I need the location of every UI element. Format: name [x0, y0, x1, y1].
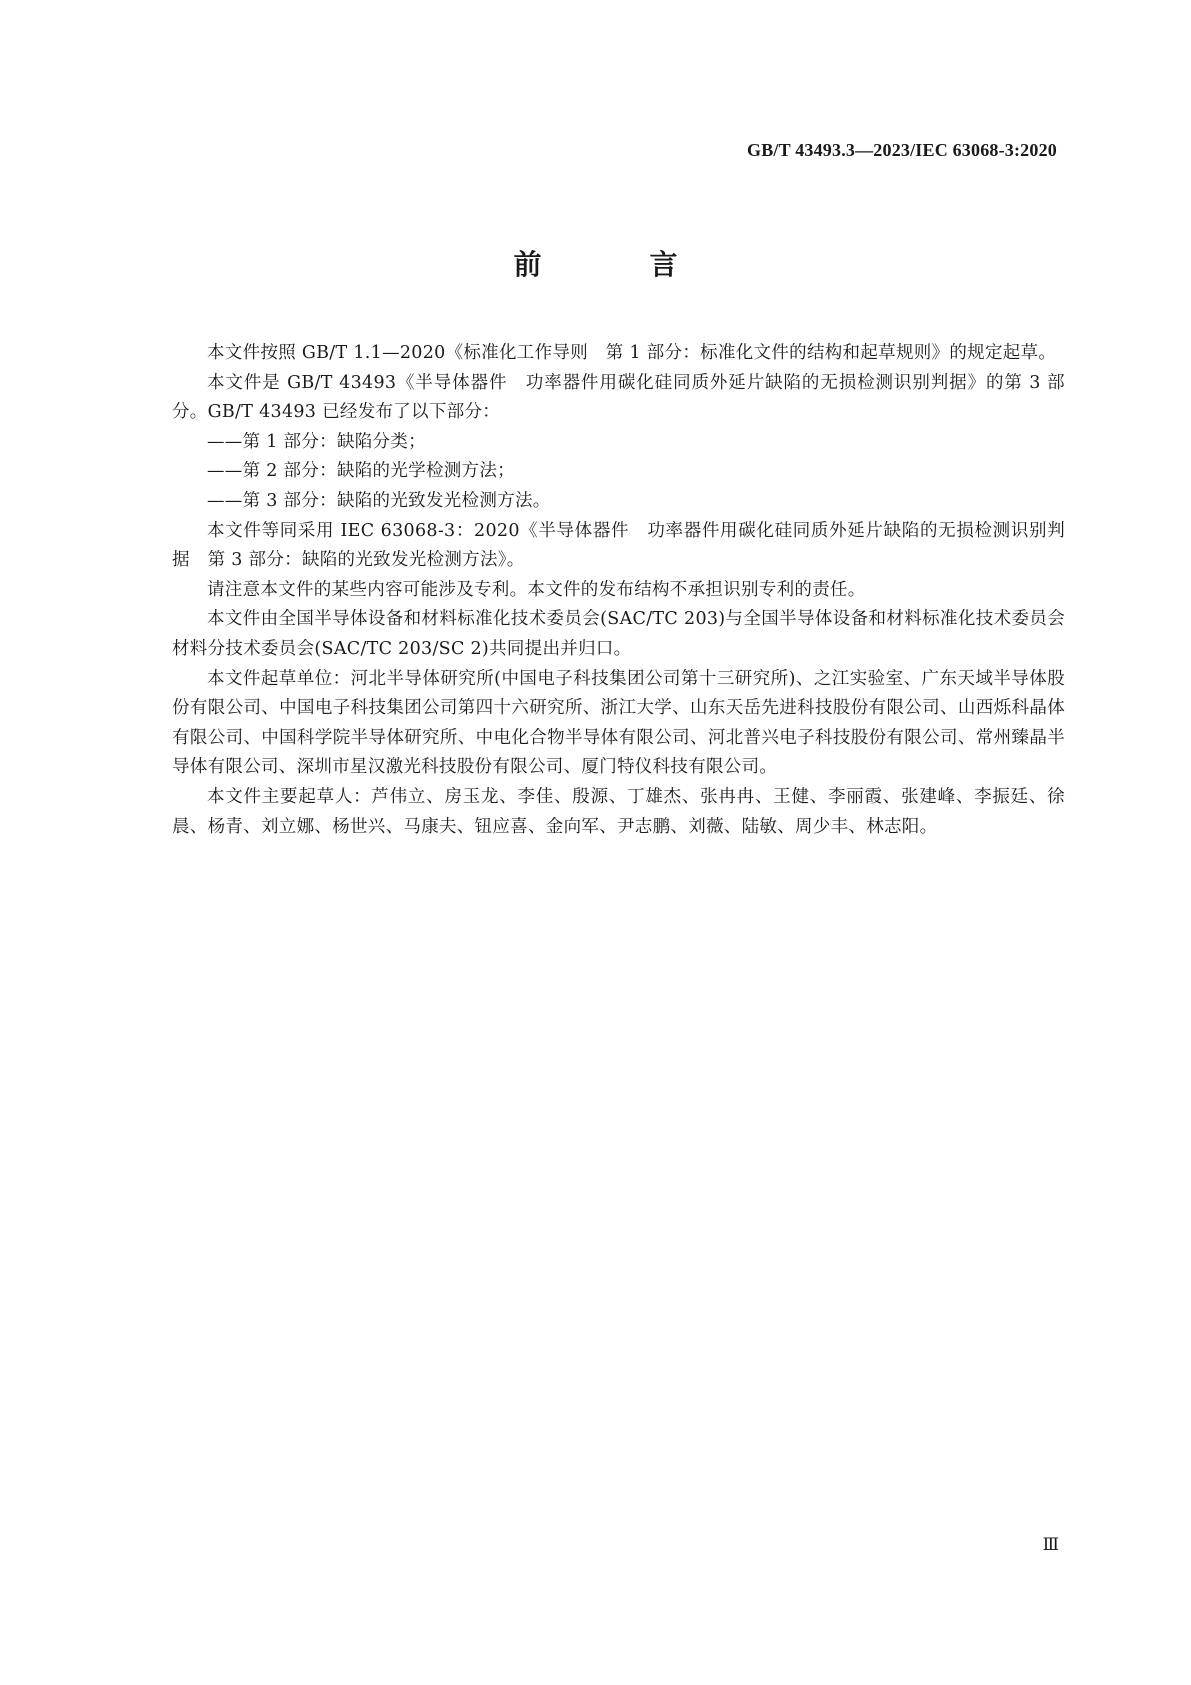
page-number: Ⅲ [1042, 1535, 1059, 1554]
list-item-part-1: ——第 1 部分：缺陷分类； [207, 431, 426, 452]
list-item-part-3: ——第 3 部分：缺陷的光致发光检测方法。 [207, 490, 551, 511]
paragraph-drafters: 本文件主要起草人：芦伟立、房玉龙、李佳、殷源、丁雄杰、张冉冉、王健、李丽霞、张建峰、李振廷、徐晨、杨青、刘立娜、杨世兴、马康夫、钮应喜、金向军、尹志鹏、刘薇、陆敏、周少丰、林志阳。 [172, 786, 1065, 837]
foreword-body [172, 339, 1065, 842]
paragraph-drafting-rules: 本文件按照 GB/T 1.1—2020《标准化工作导则 第 1 部分：标准化文件的结构和起草规则》的规定起草。 [207, 343, 1057, 363]
paragraph-patent-notice: 请注意本文件的某些内容可能涉及专利。本文件的发布结构不承担识别专利的责任。 [207, 579, 866, 600]
paragraph-series-description: 本文件是 GB/T 43493《半导体器件 功率器件用碳化硅同质外延片缺陷的无损检测识别判据》的第 3 部分。GB/T 43493 已经发布了以下部分： [172, 372, 1065, 423]
list-item-part-2: ——第 2 部分：缺陷的光学检测方法； [207, 461, 515, 482]
paragraph-proposer: 本文件由全国半导体设备和材料标准化技术委员会(SAC/TC 203)与全国半导体设备和材料标准化技术委员会材料分技术委员会(SAC/TC 203/SC 2)共同提出并归口。 [172, 609, 1065, 659]
paragraph-drafting-units: 本文件起草单位：河北半导体研究所(中国电子科技集团公司第十三研究所)、之江实验室、广东天域半导体股份有限公司、中国电子科技集团公司第四十六研究所、浙江大学、山东天岳先进科技股份有限公司、山西烁科晶体有限公司、中国科学院半导体研究所、中电化合物半导体有限公司、河北普兴电子科技股份有限公司、常州臻晶半导体有限公司、深圳市星汉激光科技股份有限公司、厦门特仪科技有限公司。 [172, 668, 1065, 778]
paragraph-equivalence: 本文件等同采用 IEC 63068-3：2020《半导体器件 功率器件用碳化硅同质外延片缺陷的无损检测识别判据 第 3 部分：缺陷的光致发光检测方法》。 [172, 520, 1065, 571]
standard-code-header: GB/T 43493.3—2023/IEC 63068-3:2020 [747, 140, 1057, 160]
page-title: 前 言 [513, 248, 718, 281]
